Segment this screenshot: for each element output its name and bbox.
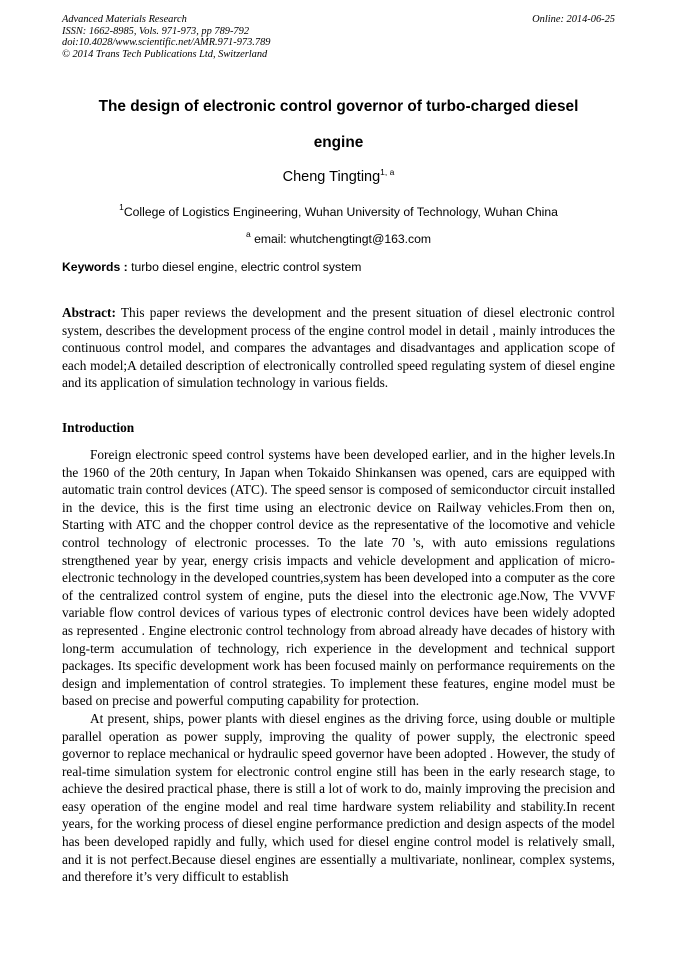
paragraph: At present, ships, power plants with diesel engines as the driving force, using double or multiple parallel operation as power supply, improving the quality of power supply, the electronic speed governor to replace mechanical or hydraulic speed governor have been adopted . However, the study of real-time simulation system for electronic control engine still has been in the early research stage, to achieve the desired practical phase, there is still a lot of work to do, mainly improving the precision and easy operation of the engine model and real time hardware system reliability and stability.In recent years, for the working process of diesel engine performance prediction and design aspects of the model has been developed rapidly and fully, which used for diesel engine control model is relatively small, and it is not perfect.Because diesel engines are essentially a multivariate, nonlinear, complex systems, and therefore it’s very difficult to establish — [62, 710, 615, 885]
email-line — [62, 229, 615, 247]
doi-line: doi:10.4028/www.scientific.net/AMR.971-973.789 — [62, 37, 271, 49]
issn-line: ISSN: 1662-8985, Vols. 971-973, pp 789-792 — [62, 25, 250, 37]
affiliation-text: College of Logistics Engineering, Wuhan University of Technology, Wuhan China — [123, 205, 558, 219]
abstract — [62, 304, 615, 392]
copyright-line: © 2014 Trans Tech Publications Ltd, Switzerland — [62, 48, 268, 60]
keywords-text: turbo diesel engine, electric control system — [127, 260, 362, 274]
abstract-label: Abstract: — [62, 305, 116, 320]
journal-name: Advanced Materials Research — [62, 14, 187, 25]
affiliation-superscript: 1 — [119, 202, 124, 212]
affiliation — [62, 202, 615, 220]
running-header — [62, 14, 615, 60]
title-line-2: engine — [313, 134, 364, 151]
author-superscript: 1, a — [380, 167, 395, 177]
online-date: Online: 2014-06-25 — [532, 14, 615, 25]
keywords-label: Keywords : — [62, 260, 128, 274]
abstract-text: This paper reviews the development and the present situation of diesel electronic control system, describes the development process of the engine control model in detail , mainly introduces the continuous control model, and compares the advantages and disadvantages and application scope of each model;A detailed description of electronically controlled speed regulating system of diesel engine and its application of simulation technology in various fields. — [62, 305, 615, 391]
paragraph: Foreign electronic speed control systems have been developed earlier, and in the higher levels.In the 1960 of the 20th century, In Japan when Tokaido Shinkansen was opened, cars are equipped with automatic train control devices (ATC). The speed sensor is composed of semiconductor circuit installed in the device, this is the first time using an electronic device on Railway vehicles.From then on, Starting with ATC and the chopper control device as the representative of the locomotive and vehicle control technology of electronic processes. To the late 70 's, with auto emissions regulations strengthened year by year, energy crisis impacts and vehicle development and application of micro-electronic technology in the developed countries,system has been developed into a computer as the core of the centralized control system of engine, puts the diesel into the electronic age.Now, The VVVF variable flow control devices of various types of electronic control devices have been widely adopted as represented . Engine electronic control technology from abroad already have decades of history with long-term accumulation of technology, rich experience in the development and technical support packages. Its specific development work has been focused mainly on performance requirements on the design and implementation of control strategies. To implement these features, engine model must be based on precise and powerful computing capability for protection. — [62, 447, 615, 709]
introduction-body — [62, 446, 615, 886]
keywords — [62, 260, 615, 275]
paper-title — [62, 89, 615, 161]
email-text: email: whutchengtingt@163.com — [254, 232, 432, 246]
author-line — [62, 168, 615, 186]
section-heading-introduction: Introduction — [62, 420, 135, 435]
author-name: Cheng Tingting — [282, 169, 381, 185]
title-line-1: The design of electronic control governor of turbo-charged diesel — [98, 98, 579, 115]
email-superscript: a — [245, 229, 251, 239]
